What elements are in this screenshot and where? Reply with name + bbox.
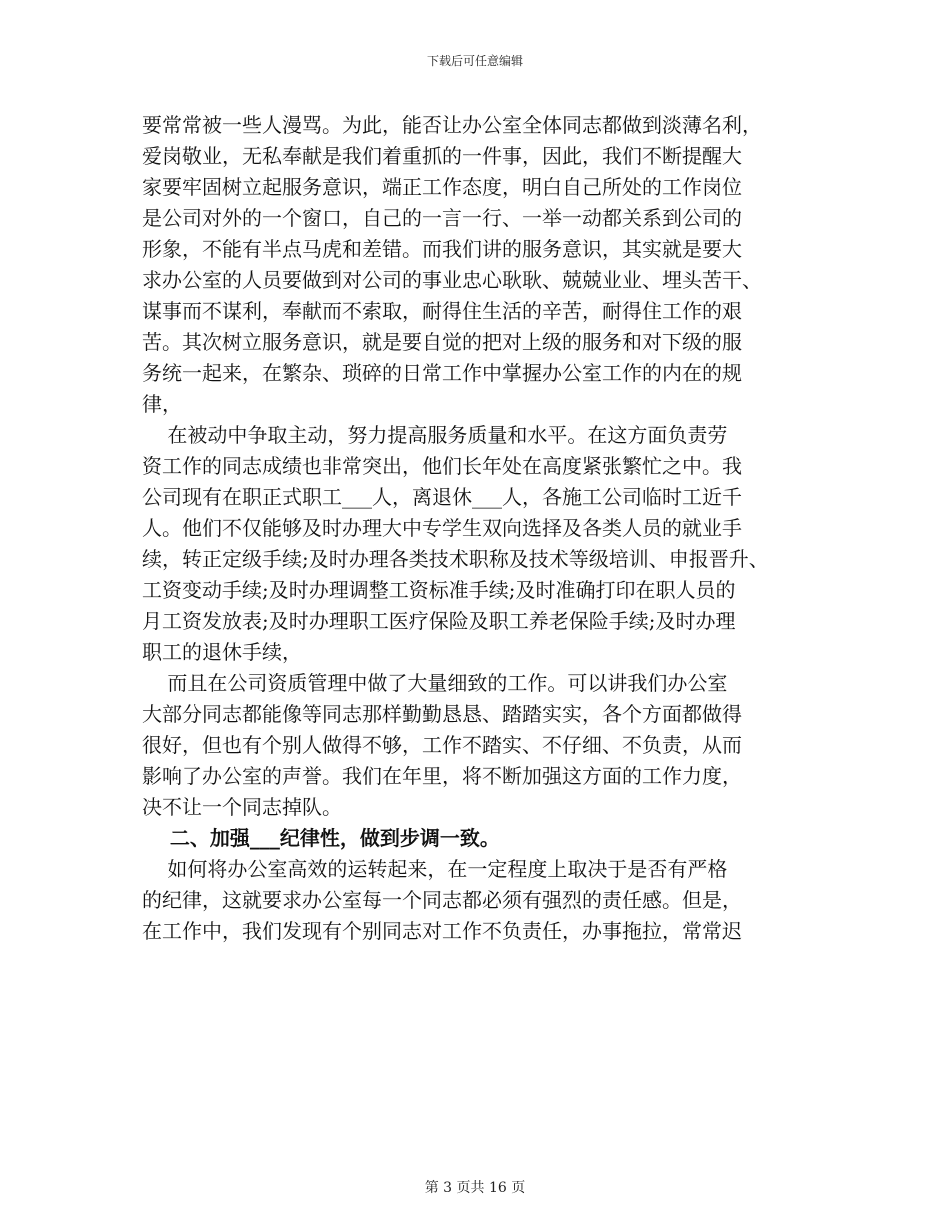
text-line: 是公司对外的一个窗口，自己的一言一行、一举一动都关系到公司的: [142, 206, 742, 230]
text-line: 苦。其次树立服务意识，就是要自觉的把对上级的服务和对下级的服: [142, 330, 742, 354]
text-line: 工资变动手续;及时办理调整工资标准手续;及时准确打印在职人员的: [142, 578, 736, 602]
page-footer: 第 3 页共 16 页: [424, 1180, 526, 1196]
text-line: 务统一起来，在繁杂、琐碎的日常工作中掌握办公室工作的内在的规: [142, 361, 742, 385]
text-line: 如何将办公室高效的运转起来，在一定程度上取决于是否有严格: [142, 857, 728, 881]
text-line: 职工的退休手续，: [142, 640, 302, 664]
text-line: 家要牢固树立起服务意识，端正工作态度，明白自己所处的工作岗位: [142, 175, 742, 199]
text-line: 续，转正定级手续;及时办理各类技术职称及技术等级培训、申报晋升、: [142, 547, 769, 571]
text-line: 形象，不能有半点马虎和差错。而我们讲的服务意识，其实就是要大: [142, 237, 742, 261]
text-line: 公司现有在职正式职工___人，离退休___人，各施工公司临时工近千: [142, 485, 742, 509]
text-line: 谋事而不谋利，奉献而不索取，耐得住生活的辛苦，耐得住工作的艰: [142, 299, 742, 323]
text-line: 的纪律，这就要求办公室每一个同志都必须有强烈的责任感。但是，: [142, 888, 742, 912]
text-line: 很好，但也有个别人做得不够，工作不踏实、不仔细、不负责，从而: [142, 733, 742, 757]
text-line: 而且在公司资质管理中做了大量细致的工作。可以讲我们办公室: [142, 671, 728, 695]
text-line: 人。他们不仅能够及时办理大中专学生双向选择及各类人员的就业手: [142, 516, 742, 540]
document-body: [142, 110, 822, 947]
text-line: 月工资发放表;及时办理职工医疗保险及职工养老保险手续;及时办理: [142, 609, 736, 633]
text-line: 律，: [142, 392, 182, 416]
page-header: 下载后可任意编辑: [426, 54, 523, 68]
text-line: 在被动中争取主动，努力提高服务质量和水平。在这方面负责劳: [142, 423, 728, 447]
text-line: 要常常被一些人漫骂。为此，能否让办公室全体同志都做到淡薄名利，: [142, 113, 762, 137]
text-line: 大部分同志都能像等同志那样勤勤恳恳、踏踏实实，各个方面都做得: [142, 702, 742, 726]
text-line: 求办公室的人员要做到对公司的事业忠心耿耿、兢兢业业、埋头苦干、: [142, 268, 762, 292]
text-line: 资工作的同志成绩也非常突出，他们长年处在高度紧张繁忙之中。我: [142, 454, 742, 478]
text-line: 在工作中，我们发现有个别同志对工作不负责任，办事拖拉，常常迟: [142, 919, 742, 943]
section-heading-line: 二、加强___纪律性，做到步调一致。: [142, 826, 500, 850]
text-line: 爱岗敬业，无私奉献是我们着重抓的一件事，因此，我们不断提醒大: [142, 144, 742, 168]
text-line: 决不让一个同志掉队。: [142, 795, 342, 819]
text-line: 影响了办公室的声誉。我们在年里，将不断加强这方面的工作力度，: [142, 764, 742, 788]
